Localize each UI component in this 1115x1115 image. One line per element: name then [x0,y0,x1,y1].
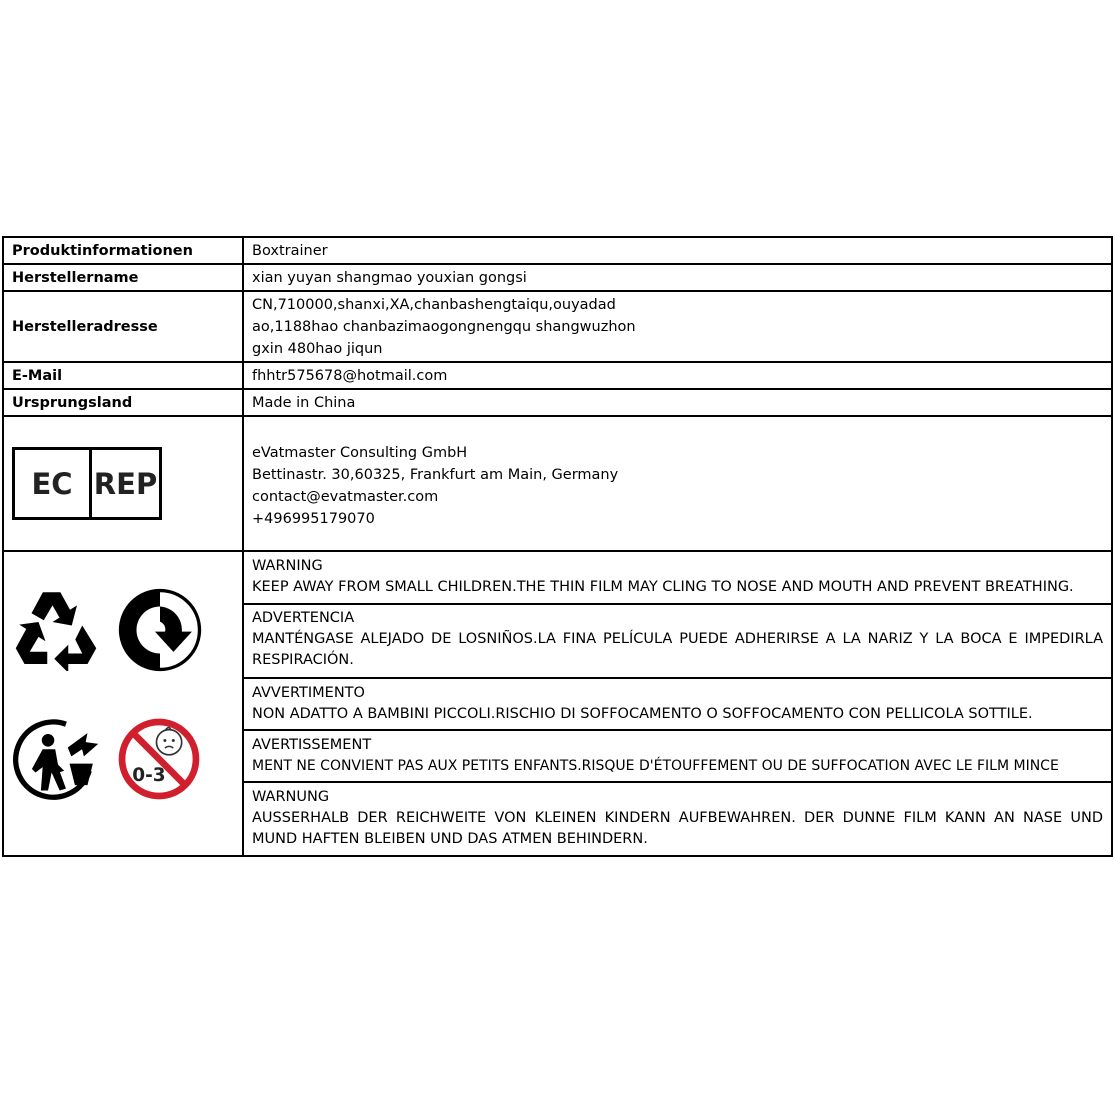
origin-value: Made in China [243,389,1112,416]
warning-title: AVERTISSEMENT [252,737,372,753]
table-row [3,291,1112,362]
warning-block-it [244,679,1111,731]
manufacturer-label: Herstellername [3,264,243,291]
warning-block-de [244,783,1111,855]
ec-rep-badge [12,447,162,520]
table-row [3,551,1112,856]
icon-group [4,552,242,852]
recycle-icon [12,587,100,671]
warning-title: ADVERTENCIA [252,610,355,626]
warning-text: MANTÉNGASE ALEJADO DE LOSNIÑOS.LA FINA PELÍCULA PUEDE ADHERIRSE A LA NARIZ Y LA BOCA E IMPEDIRLA RESPIRACIÓN. [252,631,1103,668]
age-0-3-prohibited-icon [117,717,201,801]
table-row [3,362,1112,389]
product-value: Boxtrainer [243,237,1112,264]
table-row [3,264,1112,291]
address-line: gxin 480hao jiqun [252,340,383,357]
email-label: E-Mail [3,362,243,389]
table-row [3,389,1112,416]
manufacturer-value: xian yuyan shangmao youxian gongsi [243,264,1112,291]
warning-block-fr [244,731,1111,783]
tidyman-icon [12,717,102,803]
address-line: ao,1188hao chanbazimaogongnengqu shangwuzhon [252,318,636,335]
address-value [243,291,1112,362]
ec-rep-line: +496995179070 [252,511,375,527]
ec-rep-cell [3,416,243,551]
warning-block-en [244,552,1111,605]
warning-block-es [244,605,1111,679]
ec-rep-line: contact@evatmaster.com [252,489,439,505]
age-range-text: 0-3 [132,764,166,786]
email-value: fhhtr575678@hotmail.com [243,362,1112,389]
table-row [3,237,1112,264]
warning-text: MENT NE CONVIENT PAS AUX PETITS ENFANTS.RISQUE D'ÉTOUFFEMENT OU DE SUFFOCATION AVEC LE FILM MINCE [252,758,1059,774]
warning-text: KEEP AWAY FROM SMALL CHILDREN.THE THIN FILM MAY CLING TO NOSE AND MOUTH AND PREVENT BREATHING. [252,579,1074,595]
warnings-cell [243,551,1112,856]
green-dot-icon [118,588,202,672]
warning-title: WARNING [252,558,323,574]
address-line: CN,710000,shanxi,XA,chanbashengtaiqu,ouyadad [252,296,616,313]
ec-rep-line: eVatmaster Consulting GmbH [252,445,468,461]
warning-text: NON ADATTO A BAMBINI PICCOLI.RISCHIO DI SOFFOCAMENTO O SOFFOCAMENTO CON PELLICOLA SOTTILE. [252,706,1033,722]
address-label: Herstelleradresse [3,291,243,362]
ec-badge-right: REP [93,466,158,501]
ec-rep-line: Bettinastr. 30,60325, Frankfurt am Main, Germany [252,467,619,483]
warning-title: AVVERTIMENTO [252,685,365,701]
origin-label: Ursprungsland [3,389,243,416]
product-label: Produktinformationen [3,237,243,264]
ec-rep-address [243,416,1112,551]
icons-cell [3,551,243,856]
ec-badge-left: EC [15,450,92,517]
product-info-table [2,236,1113,857]
table-row [3,416,1112,551]
warning-title: WARNUNG [252,789,330,805]
warning-text: AUSSERHALB DER REICHWEITE VON KLEINEN KINDERN AUFBEWAHREN. DER DUNNE FILM KANN AN NASE UND MUND HAFTEN BLEIBEN UND DAS ATMEN BEHINDERN. [252,810,1103,847]
